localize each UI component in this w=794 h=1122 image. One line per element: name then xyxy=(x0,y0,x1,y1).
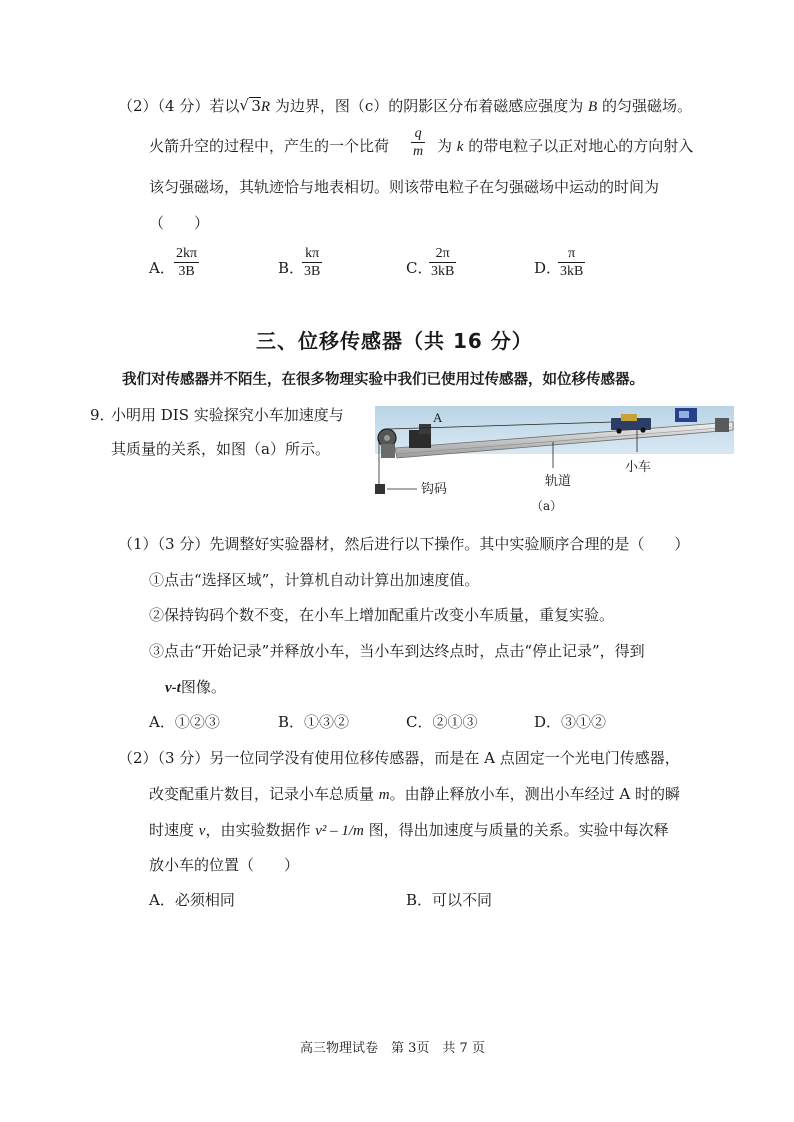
q9-2-line4: 放小车的位置（ ） xyxy=(149,856,300,874)
q8-2-line1: （2）（4 分）若以 √ 3R 为边界，图（c）的阴影区分布着磁感应强度为 B 的匀强磁场。 xyxy=(118,96,692,115)
q8-option-a-fraction: $\frac{2k\pi}{3B}$ xyxy=(176,246,198,279)
q8-2-line3: 该匀强磁场，其轨迹恰与地表相切。则该带电粒子在匀强磁场中运动的时间为 xyxy=(149,178,660,196)
label-track: 轨道 xyxy=(545,474,572,489)
q8-2-answer-paren: （ ） xyxy=(149,214,210,232)
q9-2-option-a[interactable]: A．必须相同 xyxy=(149,891,235,909)
q9-2-line3: 时速度 v，由实验数据作 v² – 1/m 图，得出加速度与质量的关系。实验中每次释 xyxy=(149,821,669,839)
q8-option-d-label[interactable]: D． xyxy=(534,259,562,277)
figure-caption: （a） xyxy=(531,499,563,513)
q9-1-text: （1）（3 分）先调整好实验器材，然后进行以下操作。其中实验顺序合理的是（ ） xyxy=(118,535,690,553)
section-intro: 我们对传感器并不陌生，在很多物理实验中我们已使用过传感器，如位移传感器。 xyxy=(122,372,644,388)
label-a: A xyxy=(433,410,443,425)
q9-1-option-c[interactable]: C．②①③ xyxy=(406,713,478,731)
q8-option-d-fraction: $\frac{\pi}{3kB}$ xyxy=(560,246,584,279)
q9-1-option-d[interactable]: D．③①② xyxy=(534,713,607,731)
label-hook-weight: 钩码 xyxy=(421,482,448,497)
q8-option-c-fraction: $\frac{2\pi}{3kB}$ xyxy=(431,246,455,279)
q9-1-step3-tail: v-t图像。 xyxy=(165,678,226,696)
q8-2-line2b: 为 k 的带电粒子以正对地心的方向射入 xyxy=(437,137,694,155)
q8-option-b-label[interactable]: B． xyxy=(278,259,305,277)
q9-1-step3: ③点击“开始记录”并释放小车，当小车到达终点时，点击“停止记录”，得到 xyxy=(149,642,645,660)
q9-2-line2: 改变配重片数目，记录小车总质量 m。由静止释放小车，测出小车经过 A 时的瞬 xyxy=(149,785,680,803)
q9-line2: 其质量的关系，如图（a）所示。 xyxy=(111,440,330,458)
q9-1-option-b[interactable]: B．①③② xyxy=(278,713,350,731)
experiment-figure xyxy=(375,404,735,516)
hook-weight-icon xyxy=(375,484,385,494)
q8-option-a-label[interactable]: A． xyxy=(149,259,175,277)
label-cart: 小车 xyxy=(625,460,652,475)
page-footer: 高三物理试卷 第 3页 共 7 页 xyxy=(300,1041,485,1056)
q8-2-line2a: 火箭升空的过程中，产生的一个比荷 xyxy=(149,137,390,155)
q9-1-step2: ②保持钩码个数不变，在小车上增加配重片改变小车质量，重复实验。 xyxy=(149,606,615,624)
section-title: 三、位移传感器（共 16 分） xyxy=(256,329,533,353)
charge-mass-ratio-fraction: $\frac{q}{m}$ xyxy=(413,126,424,159)
q8-option-c-label[interactable]: C． xyxy=(406,259,433,277)
q9-2-line1: （2）（3 分）另一位同学没有使用位移传感器，而是在 A 点固定一个光电门传感器， xyxy=(118,749,680,767)
q9-number: 9． xyxy=(90,406,115,424)
q9-1-step1: ①点击“选择区域”，计算机自动计算出加速度值。 xyxy=(149,571,480,589)
q8-option-b-fraction: $\frac{k\pi}{3B}$ xyxy=(304,246,321,279)
q9-1-option-a[interactable]: A．①②③ xyxy=(149,713,220,731)
q9-line1: 小明用 DIS 实验探究小车加速度与 xyxy=(111,406,344,424)
q9-2-option-b[interactable]: B．可以不同 xyxy=(406,891,493,909)
